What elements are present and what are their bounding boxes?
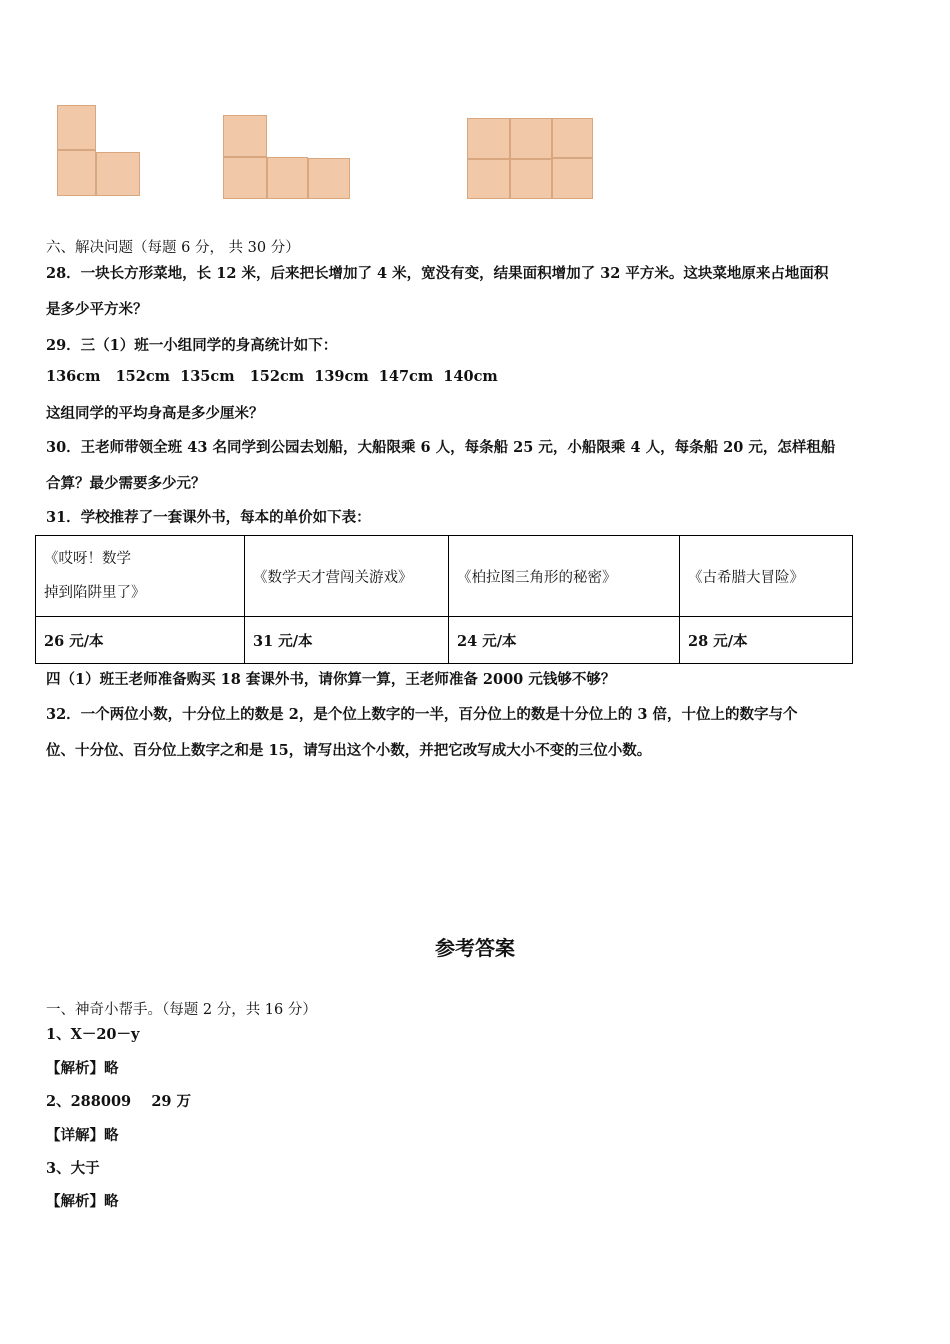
question-28-line1: 28．一块长方形菜地，长 12 米，后来把长增加了 4 米，宽没有变，结果面积增加了 32 平方米。这块菜地原来占地面积 (46, 265, 829, 282)
answer-3-note: 【解析】略 (46, 1193, 119, 1210)
book-title: 《哎呀！数学 (44, 551, 131, 567)
answer-1-note: 【解析】略 (46, 1060, 119, 1077)
book-price-table (35, 535, 853, 664)
book-price-cell (36, 617, 245, 664)
square (467, 118, 510, 159)
answer-2: 2、288009 29 万 (46, 1093, 192, 1110)
question-32-line1: 32．一个两位小数，十分位上的数是 2，是个位上数字的一半，百分位上的数是十分位上的 3 倍，十位上的数字与个 (46, 706, 798, 723)
book-title-cell (36, 536, 245, 617)
book-title: 《数学天才营闯关游戏》 (253, 569, 413, 586)
answer-2-note: 【详解】略 (46, 1127, 119, 1144)
book-price: 31 元/本 (253, 632, 313, 650)
square (96, 152, 140, 196)
book-title-cell (245, 536, 449, 617)
question-28-line2: 是多少平方米？ (46, 301, 148, 318)
book-price: 28 元/本 (688, 632, 748, 650)
square (510, 118, 552, 159)
square (57, 150, 96, 196)
book-title: 掉到陷阱里了》 (44, 585, 146, 601)
answer-section-heading: 一、神奇小帮手。（每题 2 分，共 16 分） (46, 1002, 317, 1018)
book-title-cell (680, 536, 853, 617)
answer-3: 3、大于 (46, 1160, 100, 1177)
book-price: 24 元/本 (457, 632, 517, 650)
question-31-question: 四（1）班王老师准备购买 18 套课外书，请你算一算，王老师准备 2000 元钱够不够？ (46, 671, 616, 688)
question-29-heights: 136cm 152cm 135cm 152cm 139cm 147cm 140cm (46, 368, 498, 385)
square (223, 115, 267, 157)
square (467, 159, 510, 199)
section-heading: 六、解决问题（每题 6 分， 共 30 分） (46, 240, 300, 256)
square (57, 105, 96, 150)
question-31-line1: 31．学校推荐了一套课外书，每本的单价如下表： (46, 509, 371, 526)
book-price-cell (245, 617, 449, 664)
book-title: 《古希腊大冒险》 (688, 569, 804, 586)
book-price: 26 元/本 (44, 632, 104, 650)
book-title: 《柏拉图三角形的秘密》 (457, 569, 617, 586)
question-29-line1: 29．三（1）班一小组同学的身高统计如下： (46, 337, 338, 354)
book-title-cell (449, 536, 680, 617)
square (308, 158, 350, 199)
square (552, 158, 593, 199)
answer-1: 1、X－20－y (46, 1026, 140, 1043)
question-30-line2: 合算？最少需要多少元？ (46, 475, 206, 492)
book-price-cell (449, 617, 680, 664)
square (223, 157, 267, 199)
square (267, 157, 308, 199)
question-29-question: 这组同学的平均身高是多少厘米？ (46, 405, 264, 422)
square (510, 159, 552, 199)
question-32-line2: 位、十分位、百分位上数字之和是 15，请写出这个小数，并把它改写成大小不变的三位小数。 (46, 742, 652, 759)
question-30-line1: 30．王老师带领全班 43 名同学到公园去划船，大船限乘 6 人，每条船 25 元，小船限乘 4 人，每条船 20 元，怎样租船 (46, 439, 836, 456)
answer-title: 参考答案 (435, 936, 515, 960)
square (552, 118, 593, 158)
book-price-cell (680, 617, 853, 664)
